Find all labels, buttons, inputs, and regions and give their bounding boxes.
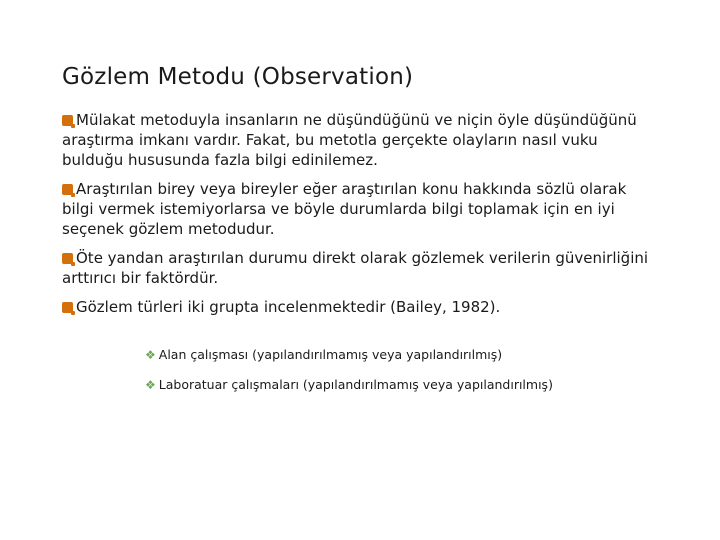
slide-title: Gözlem Metodu (Observation) bbox=[62, 64, 414, 90]
bullet-text: Mülakat metoduyla insanların ne düşündüğünü ve niçin öyle düşündüğünü araştırma imkanı vardır. Fakat, bu metotla gerçekte olayların nasıl vuku bulduğu hususunda fazla bilgi edinilemez. bbox=[62, 111, 637, 169]
diamond-bullet-icon: ❖ bbox=[145, 348, 156, 362]
bullet-item bbox=[62, 110, 662, 170]
bullet-text: Araştırılan birey veya bireyler eğer araştırılan konu hakkında sözlü olarak bilgi vermek istemiyorlarsa ve böyle durumlarda bilgi toplamak için en iyi seçenek gözlem metodudur. bbox=[62, 180, 627, 238]
square-bullet-icon bbox=[62, 253, 73, 264]
sub-bullet-text: Alan çalışması (yapılandırılmamış veya yapılandırılmış) bbox=[158, 347, 503, 362]
bullet-item bbox=[62, 297, 662, 317]
bullet-item bbox=[62, 179, 662, 239]
bullet-list bbox=[62, 110, 662, 326]
sub-bullet-item bbox=[145, 346, 553, 364]
bullet-item bbox=[62, 248, 662, 288]
sub-bullet-list bbox=[145, 346, 553, 406]
bullet-text: Öte yandan araştırılan durumu direkt olarak gözlemek verilerin güvenirliğini arttırıcı bir faktördür. bbox=[62, 249, 649, 287]
square-bullet-icon bbox=[62, 115, 73, 126]
diamond-bullet-icon: ❖ bbox=[145, 378, 156, 392]
square-bullet-icon bbox=[62, 184, 73, 195]
sub-bullet-text: Laboratuar çalışmaları (yapılandırılmamış veya yapılandırılmış) bbox=[158, 377, 553, 392]
square-bullet-icon bbox=[62, 302, 73, 313]
sub-bullet-item bbox=[145, 376, 553, 394]
bullet-text: Gözlem türleri iki grupta incelenmektedir (Bailey, 1982). bbox=[76, 298, 501, 316]
